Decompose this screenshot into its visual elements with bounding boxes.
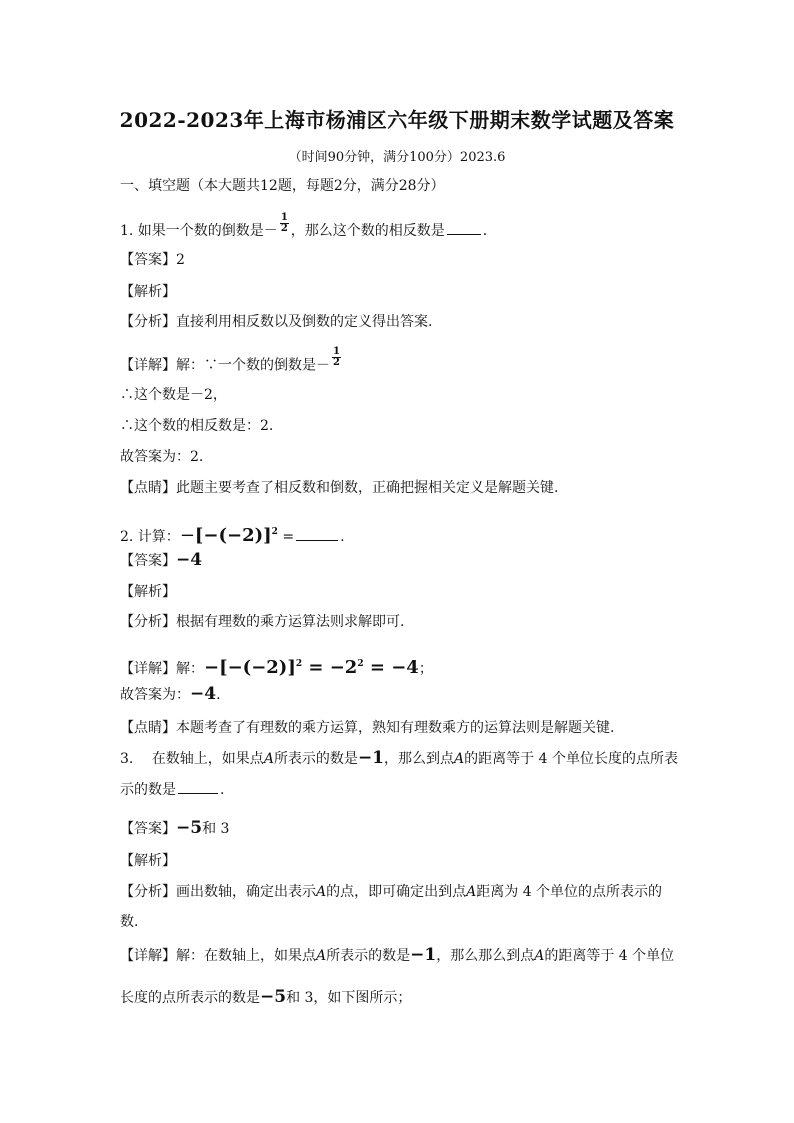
q1-fenxi <box>120 312 432 332</box>
q2-detail-expression <box>204 657 419 678</box>
q3-stem-end: . <box>220 782 225 798</box>
q2-answer-label: 【答案】 <box>120 553 176 569</box>
q3-answer <box>120 818 229 839</box>
q3-detail-line2-post: 和 3，如下图所示； <box>286 990 412 1006</box>
q1-comment-label: 【点睛】 <box>120 480 176 496</box>
q3-analysis-label: 【解析】 <box>120 853 176 869</box>
q1-answer-label: 【答案】 <box>120 252 176 268</box>
q2-ans-end: . <box>216 687 221 703</box>
q3-detail-mid: 所表示的数是 <box>326 948 411 964</box>
q2-answer-blank <box>296 526 338 541</box>
q2-detail-exp2: 2 <box>357 659 364 669</box>
q3-detail-line2-pre: 长度的点所表示的数是 <box>120 990 260 1006</box>
q3-answer-rest: 和 3 <box>202 821 230 837</box>
q3-detail-neg1: −1 <box>410 945 437 965</box>
q2-analysis-label: 【解析】 <box>120 584 176 600</box>
q3-answer-blank <box>178 779 218 794</box>
q2-comment-text: 本题考查了有理数的乘方运算，熟知有理数乘方的运算法则是解题关键. <box>176 720 615 736</box>
q3-detail-neg5: −5 <box>260 987 287 1007</box>
q1-step-3: ∴这个数的相反数是：2. <box>120 418 274 434</box>
q1-comment-text: 此题主要考查了相反数和倒数，正确把握相关定义是解题关键. <box>176 480 559 496</box>
q2-expr-eq: = <box>277 529 295 545</box>
q1-detail-frac-num: 1 <box>333 346 340 357</box>
q3-detail-line2 <box>120 987 411 1008</box>
q3-fenxi-line2: 数. <box>120 914 139 930</box>
q1-fenxi-label: 【分析】 <box>120 314 176 330</box>
q3-stem-mid2: ，那么到点 <box>384 751 455 767</box>
q3-detail-line1 <box>120 945 674 966</box>
q3-point-a: A <box>263 751 274 767</box>
q3-detail-pre: 解：在数轴上，如果点 <box>176 948 316 964</box>
q2-detail-exp1: 2 <box>295 659 303 669</box>
q3-stem-mid: 所表示的数是 <box>273 751 358 767</box>
section-heading: 一、填空题（本大题共12题，每题2分，满分28分） <box>120 178 445 194</box>
q2-fenxi-text: 根据有理数的乘方运算法则求解即可. <box>176 614 405 630</box>
q2-comment <box>120 718 614 738</box>
q1-step-2: ∴这个数是－2， <box>120 387 227 403</box>
q1-step-4: 故答案为：2. <box>120 449 204 465</box>
q3-stem-line2 <box>120 779 224 800</box>
q2-answer-value: −4 <box>176 550 203 570</box>
q3-fenxi-pre: 画出数轴，确定出表示 <box>176 884 316 900</box>
q2-fenxi <box>120 612 404 632</box>
q2-detail-end: ； <box>418 661 433 677</box>
q2-detail-expr-b: = −2 <box>302 657 358 678</box>
q2-detail-pre: 解： <box>176 661 204 677</box>
q2-expr-minus: − <box>179 525 195 546</box>
q1-stem <box>120 211 488 242</box>
q3-stem-line1 <box>120 748 678 769</box>
q2-answer-line <box>120 684 221 705</box>
q3-fenxi-line1 <box>120 882 662 902</box>
q3-answer-label: 【答案】 <box>120 821 176 837</box>
q1-detail-pre: 解：∵一个数的倒数是－ <box>176 357 330 374</box>
q1-stem-post: ，那么这个数的相反数是 <box>290 223 445 239</box>
q2-detail-label: 【详解】 <box>120 661 176 677</box>
q3-detail-label: 【详解】 <box>120 948 176 964</box>
q2-expr-exponent: 2 <box>271 527 278 537</box>
q1-stem-pre: 1. 如果一个数的倒数是－ <box>120 223 278 239</box>
q2-stem-end: . <box>340 529 345 545</box>
q2-fenxi-label: 【分析】 <box>120 614 176 630</box>
q3-fenxi-point-a: A <box>316 884 327 900</box>
exam-info: （时间90分钟，满分100分）2023.6 <box>288 150 506 165</box>
q2-answer <box>120 550 202 571</box>
q1-comment <box>120 478 558 498</box>
q2-comment-label: 【点睛】 <box>120 720 176 736</box>
q3-fenxi-label: 【分析】 <box>120 884 176 900</box>
q3-neg1: −1 <box>357 748 385 768</box>
q1-stem-end: . <box>482 223 488 239</box>
page-title: 2022-2023年上海市杨浦区六年级下册期末数学试题及答案 <box>119 108 675 132</box>
q3-stem-post: 的距离等于 4 个单位长度的点所表 <box>464 751 678 767</box>
q1-fenxi-text: 直接利用相反数以及倒数的定义得出答案. <box>176 314 433 330</box>
q3-fenxi-point-a-2: A <box>466 884 477 900</box>
q1-detail-fraction <box>332 347 341 368</box>
q1-fraction <box>280 213 289 234</box>
q3-stem-line2-text: 示的数是 <box>120 782 176 798</box>
q3-fenxi-mid: 的点，即可确定出到点 <box>326 884 467 900</box>
q2-stem <box>120 522 345 547</box>
q2-ans-value: −4 <box>190 684 217 704</box>
q2-expression <box>180 525 294 546</box>
q3-detail-point-a-2: A <box>534 948 545 964</box>
q1-answer-value: 2 <box>176 252 185 268</box>
q2-detail-expr-c: = −4 <box>363 657 419 678</box>
q2-detail <box>120 654 433 679</box>
q2-detail-expr-a: −[−(−2)] <box>204 657 296 678</box>
q3-detail-point-a: A <box>316 948 327 964</box>
q2-ans-pre: 故答案为： <box>120 687 190 703</box>
q3-point-a-2: A <box>454 751 465 767</box>
q1-detail-frac-den: 2 <box>333 357 340 368</box>
q2-stem-pre: 2. 计算： <box>120 529 180 545</box>
q1-answer <box>120 250 185 270</box>
q1-detail-label: 【详解】 <box>120 357 176 374</box>
q3-detail-post: 的距离等于 4 个单位 <box>544 948 675 964</box>
q3-answer-neg5: −5 <box>176 818 203 838</box>
q2-expr-inner: [−(−2)] <box>194 525 272 546</box>
q3-fenxi-post: 距离为 4 个单位的点所表示的 <box>476 884 663 900</box>
q3-detail-mid2: ，那么那么到点 <box>436 948 535 964</box>
q1-frac-num: 1 <box>280 211 288 223</box>
q1-frac-den: 2 <box>280 222 288 234</box>
q3-stem-pre: 3. 在数轴上，如果点 <box>120 751 264 767</box>
q1-analysis-label: 【解析】 <box>120 284 176 300</box>
q1-detail <box>120 346 343 376</box>
q1-answer-blank <box>447 220 481 235</box>
